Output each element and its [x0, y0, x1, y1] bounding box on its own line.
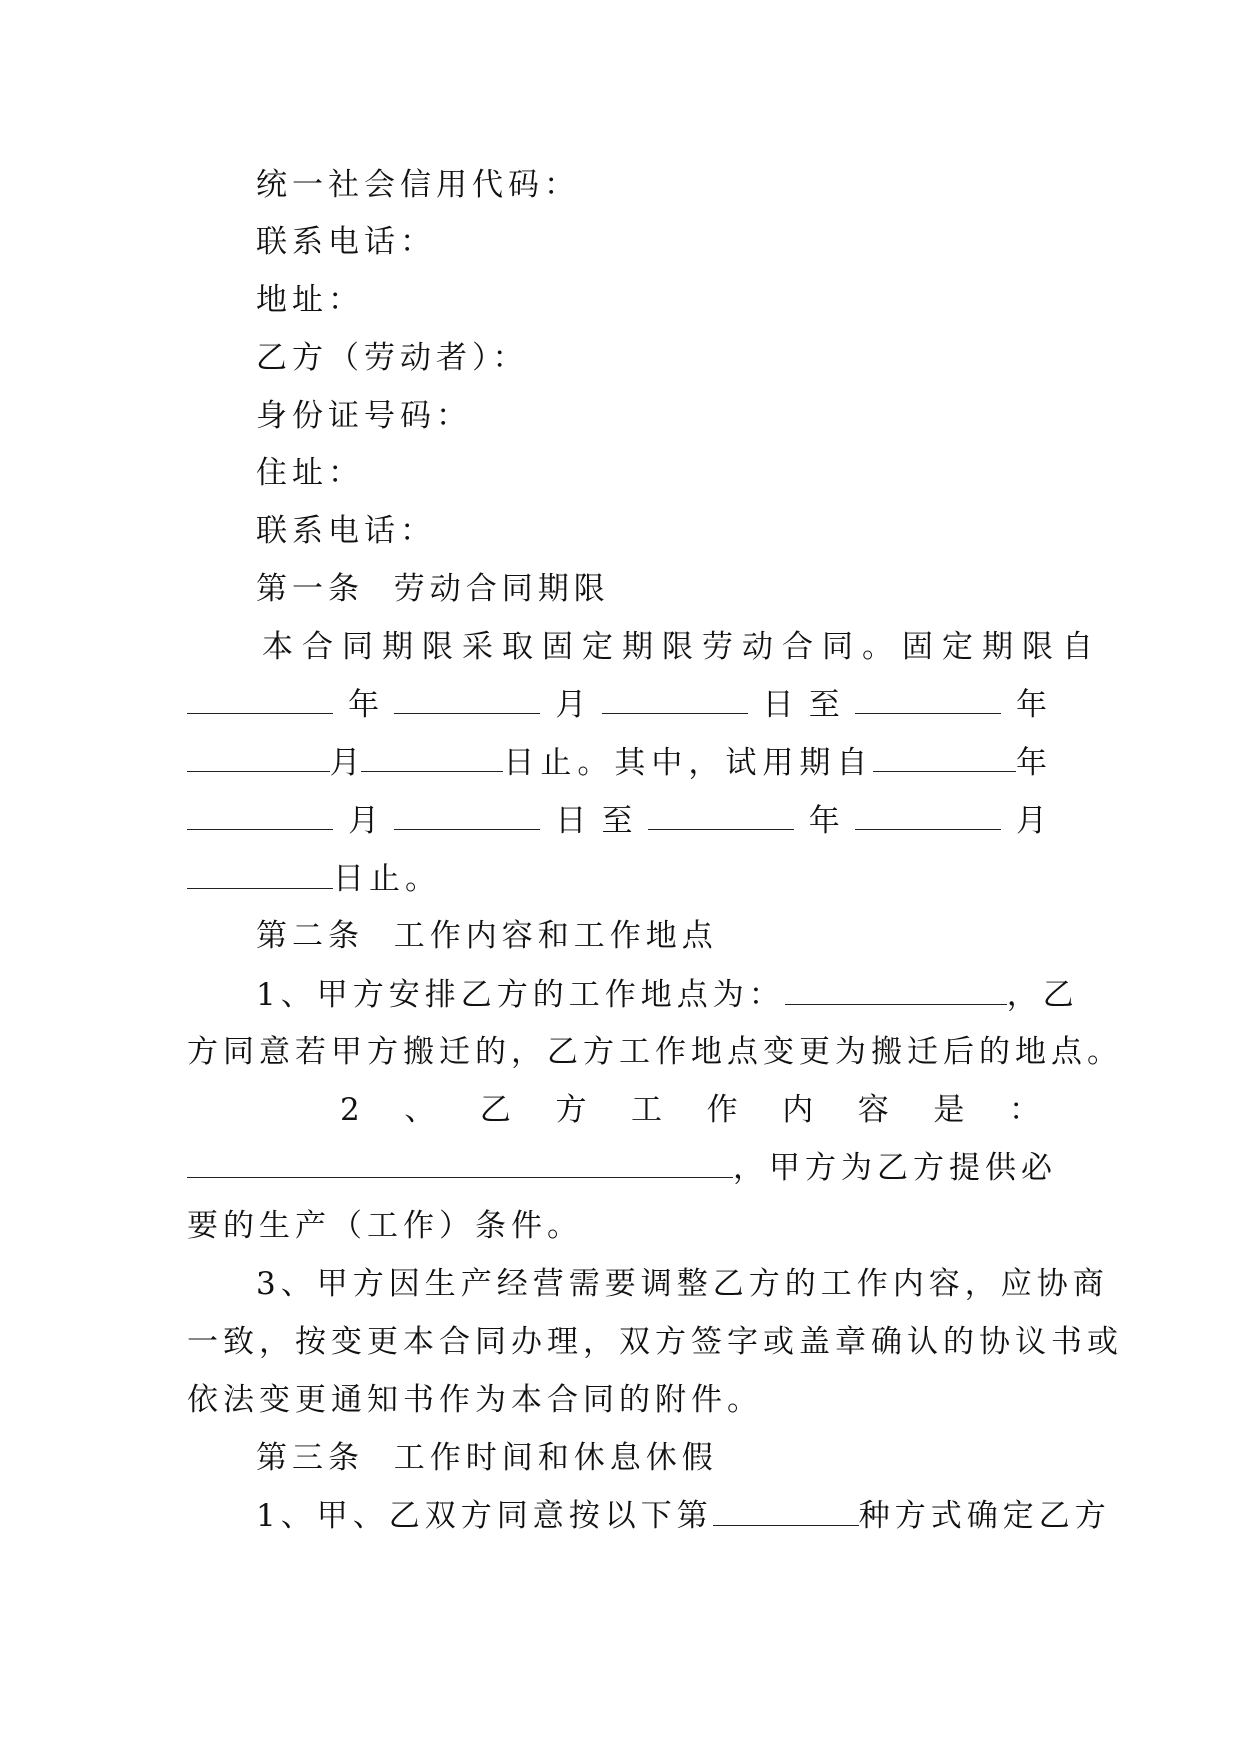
article1-date-line2 [187, 743, 1047, 783]
article2-item3-line1: 3、甲方因生产经营需要调整乙方的工作内容，应协商 [256, 1266, 1109, 1302]
article2-item1-line2: 方同意若甲方搬迁的，乙方工作地点变更为搬迁后的地点。 [187, 1034, 1123, 1070]
article2-item2-line2 [187, 1148, 1057, 1188]
trial-intro-text: 日止。其中，试用期自 [503, 745, 874, 781]
fill-blank[interactable] [873, 743, 1016, 772]
item1-continuation: ，乙 [1006, 977, 1079, 1013]
party-a-address-label: 地址： [256, 282, 364, 318]
fill-blank[interactable] [187, 743, 330, 772]
day-label: 日 [762, 687, 794, 723]
article3-item1-line1 [256, 1496, 1111, 1536]
work-time-option-label: 1、甲、乙双方同意按以下第 [256, 1498, 713, 1534]
work-location-label: 1、甲方安排乙方的工作地点为： [256, 977, 785, 1013]
fill-blank[interactable] [187, 685, 333, 714]
fill-blank[interactable] [394, 801, 540, 830]
work-time-option-blank[interactable] [713, 1497, 859, 1526]
to-label: 至 [601, 803, 633, 839]
party-b-phone-label: 联系电话： [256, 513, 436, 549]
article2-item1-line1 [256, 975, 1079, 1015]
article1-date-line3 [187, 801, 1047, 841]
party-b-id-label: 身份证号码： [256, 398, 472, 434]
year-label: 年 [808, 803, 840, 839]
party-b-residence-label: 住址： [256, 455, 364, 491]
fill-blank[interactable] [648, 801, 794, 830]
year-label: 年 [348, 687, 380, 723]
day-label: 日 [555, 803, 587, 839]
fill-blank[interactable] [361, 743, 504, 772]
party-b-title: 乙方（劳动者）： [256, 340, 529, 376]
article2-item3-line3: 依法变更通知书作为本合同的附件。 [187, 1382, 763, 1418]
article2-heading: 第二条 工作内容和工作地点 [256, 918, 718, 954]
fill-blank[interactable] [855, 801, 1001, 830]
article2-item2-line3: 要的生产（工作）条件。 [187, 1208, 583, 1244]
fill-blank[interactable] [394, 685, 540, 714]
day-end-label: 日止。 [333, 861, 441, 897]
work-time-continuation: 种方式确定乙方 [858, 1498, 1111, 1534]
year-label: 年 [1016, 687, 1047, 723]
article1-heading: 第一条 劳动合同期限 [256, 571, 610, 607]
to-label: 至 [808, 687, 840, 723]
fill-blank[interactable] [187, 860, 333, 889]
month-label: 月 [1016, 803, 1047, 839]
work-location-blank[interactable] [785, 976, 1007, 1005]
work-content-blank[interactable] [187, 1149, 733, 1178]
year-label: 年 [1016, 745, 1048, 781]
article1-date-line1 [187, 685, 1047, 725]
article2-item3-line2: 一致，按变更本合同办理，双方签字或盖章确认的协议书或 [187, 1324, 1123, 1360]
item2-continuation: ，甲方为乙方提供必 [733, 1150, 1057, 1186]
fill-blank[interactable] [855, 685, 1001, 714]
article1-line1: 本合同期限采取固定期限劳动合同。固定期限自 [262, 629, 1102, 665]
article3-heading: 第三条 工作时间和休息休假 [256, 1440, 718, 1476]
fill-blank[interactable] [602, 685, 748, 714]
month-label: 月 [329, 745, 361, 781]
party-a-phone-label: 联系电话： [256, 224, 436, 260]
month-label: 月 [348, 803, 380, 839]
article1-date-line4 [187, 859, 441, 899]
month-label: 月 [555, 687, 587, 723]
credit-code-label: 统一社会信用代码： [256, 167, 580, 203]
article2-item2-line1: 2 、 乙 方 工 作 内 容 是 ： [340, 1092, 1040, 1128]
fill-blank[interactable] [187, 801, 333, 830]
